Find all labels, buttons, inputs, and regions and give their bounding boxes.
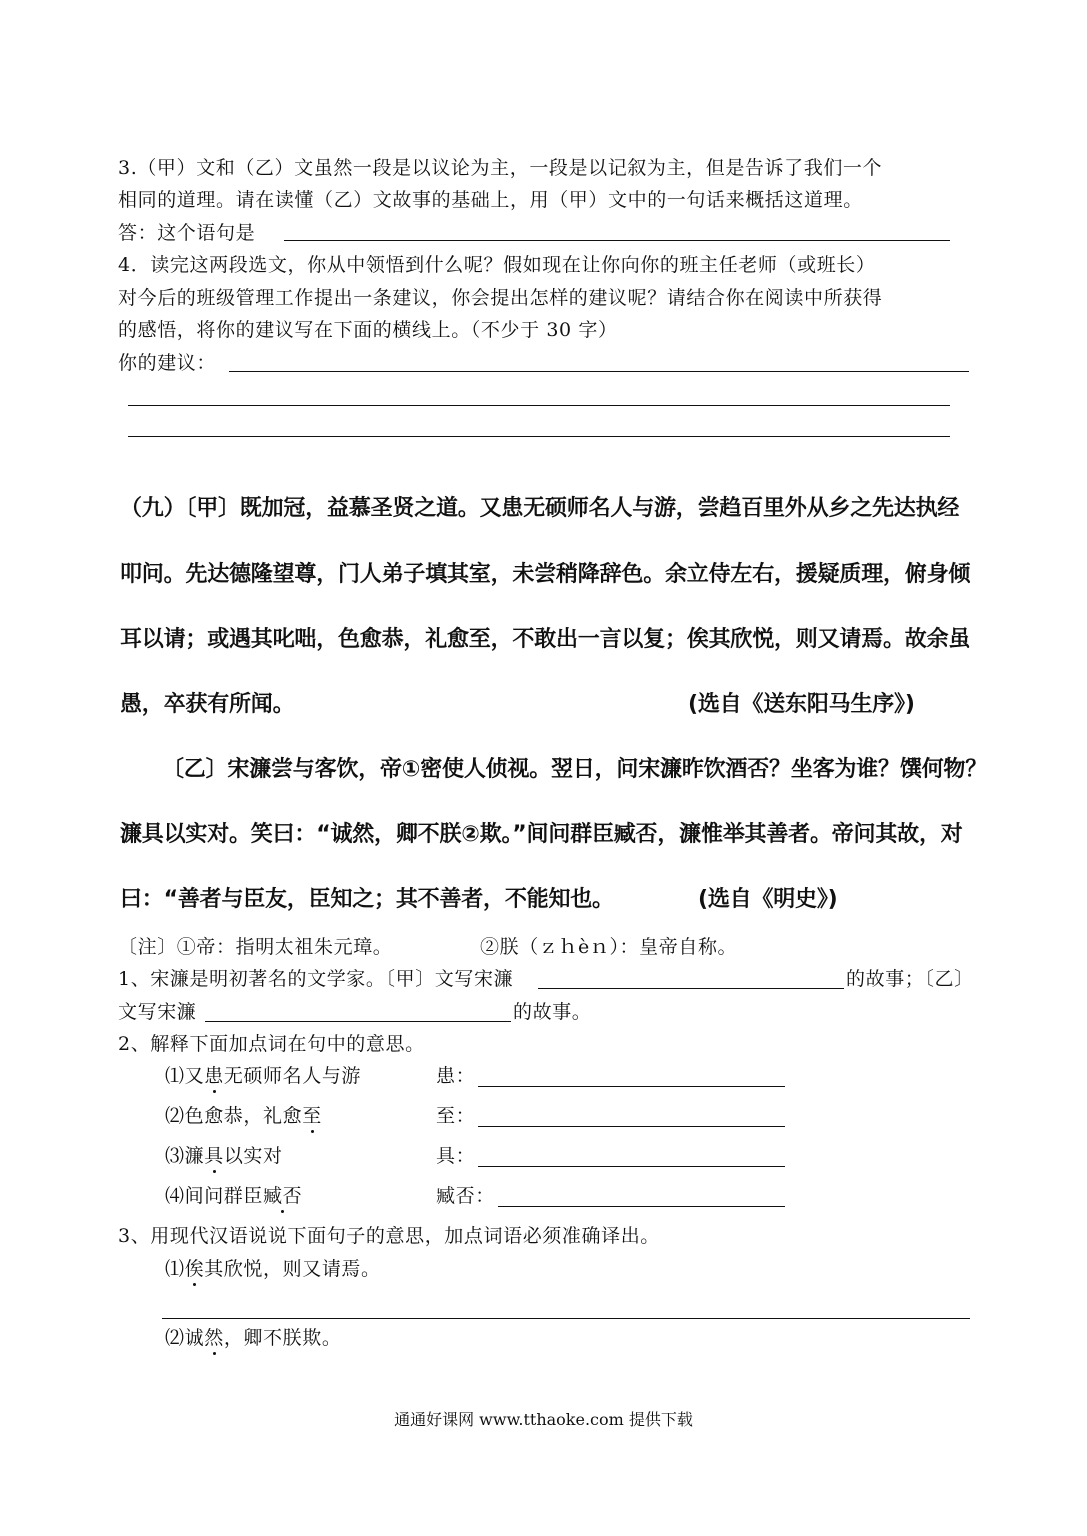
q3-sentence-2: ⑵诚然，卿不朕欺。 xyxy=(165,1327,342,1349)
passage-yi-source: (选自《明史》) xyxy=(698,887,838,912)
passage-jia-line-4: 愚，卒获有所闻。 xyxy=(120,692,295,717)
note-emperor: 〔注〕①帝：指明太祖朱元璋。 xyxy=(118,936,393,958)
q3-sentence-1: ⑴俟其欣悦，则又请焉。 xyxy=(165,1258,381,1280)
question-3-answer-label: 答：这个语句是 xyxy=(118,222,256,244)
q3-title: 3、用现代汉语说说下面句子的意思，加点词语必须准确译出。 xyxy=(118,1225,660,1247)
q1-blank-jia[interactable] xyxy=(538,988,844,989)
q1-part-4: 的故事。 xyxy=(513,1001,592,1023)
passage-jia-line-3: 耳以请；或遇其叱咄，色愈恭，礼愈至，不敢出一言以复；俟其欣悦，则又请焉。故余虽 xyxy=(120,627,971,652)
q2-item-2: ⑵色愈恭，礼愈至 xyxy=(165,1105,322,1127)
question-3-answer-line[interactable] xyxy=(284,240,950,241)
q2-item-3-blank[interactable] xyxy=(478,1166,785,1167)
passage-yi-line-3: 曰：“善者与臣友，臣知之；其不善者，不能知也。 xyxy=(120,887,614,912)
passage-jia-source: (选自《送东阳马生序》) xyxy=(688,692,915,717)
q2-item-1: ⑴又患无硕师名人与游 xyxy=(165,1065,362,1087)
passage-jia-line-2: 叩问。先达德隆望尊，门人弟子填其室，未尝稍降辞色。余立侍左右，援疑质理，俯身倾 xyxy=(120,562,971,587)
q1-part-1: 1、宋濂是明初著名的文学家。〔甲〕文写宋濂 xyxy=(118,968,514,990)
question-4-line-3: 的感悟，将你的建议写在下面的横线上。（不少于 30 字） xyxy=(118,319,618,341)
question-3-line-1: 3.（甲）文和（乙）文虽然一段是以议论为主，一段是以记叙为主，但是告诉了我们一个 xyxy=(118,157,883,179)
q3-sentence-1-answer-line[interactable] xyxy=(162,1318,970,1319)
q1-part-3: 文写宋濂 xyxy=(118,1001,197,1023)
q2-item-4-blank[interactable] xyxy=(498,1206,785,1207)
q2-item-4-label: 臧否： xyxy=(436,1185,495,1207)
question-4-answer-label: 你的建议： xyxy=(118,352,217,374)
q2-item-2-blank[interactable] xyxy=(478,1126,785,1127)
q2-title: 2、解释下面加点词在句中的意思。 xyxy=(118,1033,425,1055)
q2-item-2-label: 至： xyxy=(436,1105,476,1127)
note-zhen: ②朕（ｚｈèｎ）：皇帝自称。 xyxy=(480,936,738,958)
q1-blank-yi[interactable] xyxy=(205,1021,511,1022)
passage-yi-line-2: 濂具以实对。笑曰：“诚然，卿不朕②欺。”间问群臣臧否，濂惟举其善者。帝问其故，对 xyxy=(120,822,963,847)
question-3-line-2: 相同的道理。请在读懂（乙）文故事的基础上，用（甲）文中的一句话来概括这道理。 xyxy=(118,189,863,211)
suggestion-line-2[interactable] xyxy=(128,405,950,406)
q2-item-4: ⑷间问群臣臧否 xyxy=(165,1185,303,1207)
q2-item-1-blank[interactable] xyxy=(478,1086,785,1087)
passage-yi-line-1: 〔乙〕宋濂尝与客饮，帝①密使人侦视。翌日，问宋濂昨饮酒否？坐客为谁？馔何物？ xyxy=(162,757,988,782)
suggestion-line-1[interactable] xyxy=(229,371,969,372)
q2-item-3: ⑶濂具以实对 xyxy=(165,1145,283,1167)
page-footer: 通通好课网 www.tthaoke.com 提供下载 xyxy=(394,1410,693,1429)
q2-item-3-label: 具： xyxy=(436,1145,476,1167)
question-4-line-1: 4．读完这两段选文，你从中领悟到什么呢？假如现在让你向你的班主任老师（或班长） xyxy=(118,254,876,276)
passage-jia-line-1: （九）〔甲〕既加冠，益慕圣贤之道。又患无硕师名人与游，尝趋百里外从乡之先达执经 xyxy=(120,496,960,521)
question-4-line-2: 对今后的班级管理工作提出一条建议，你会提出怎样的建议呢？请结合你在阅读中所获得 xyxy=(118,287,883,309)
q2-item-1-label: 患： xyxy=(436,1065,476,1087)
q1-part-2: 的故事；〔乙〕 xyxy=(846,968,974,990)
suggestion-line-3[interactable] xyxy=(128,436,950,437)
